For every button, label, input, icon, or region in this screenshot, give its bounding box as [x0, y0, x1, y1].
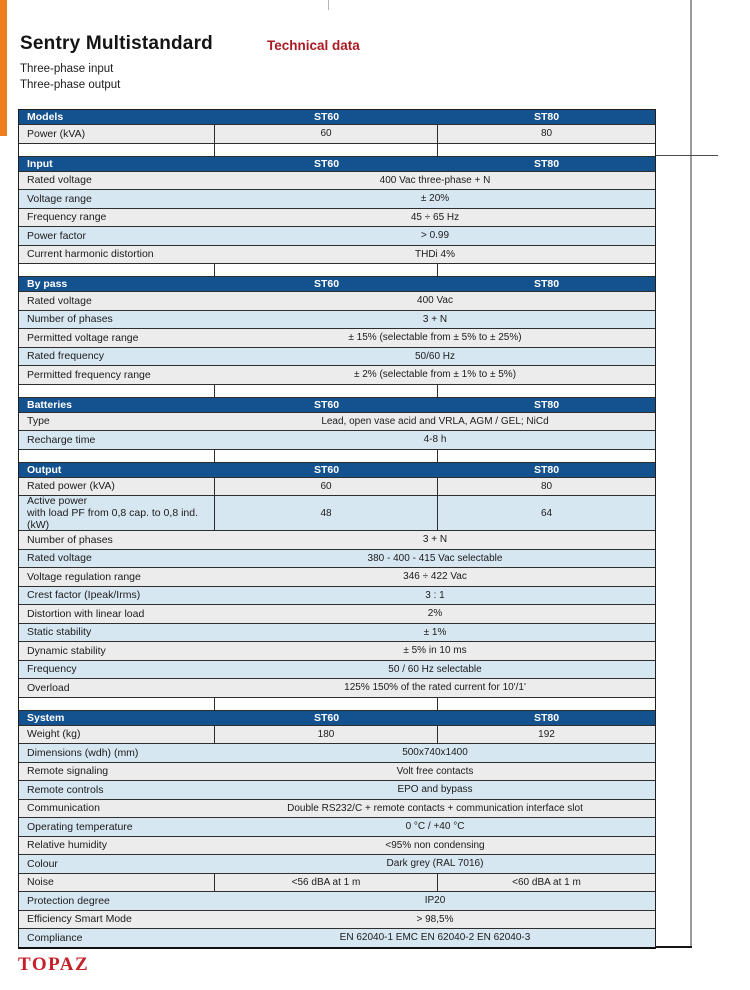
row-label-line1: Rated voltage [27, 174, 92, 187]
row-value-merged: 3 + N [422, 534, 448, 546]
row-label-line1: Frequency range [27, 211, 107, 224]
row-label [19, 431, 215, 449]
section-name: By pass [27, 278, 68, 290]
column-header-st80: ST80 [533, 111, 560, 123]
spec-row [19, 891, 655, 910]
spec-row [19, 310, 655, 329]
row-value-merged: Double RS232/C + remote contacts + communication interface slot [287, 802, 583, 814]
column-header-st60: ST60 [313, 111, 340, 123]
row-label [19, 190, 215, 208]
brand-logo: TOPAZ [18, 954, 90, 975]
table-spacer [19, 697, 655, 711]
spacer-divider-2 [437, 385, 438, 397]
row-label [19, 227, 215, 245]
row-value-merged: > 0.99 [420, 230, 450, 242]
row-label [19, 209, 215, 227]
table-section-header [19, 277, 655, 291]
spec-row [19, 604, 655, 623]
row-label-line1: Rated power (kVA) [27, 480, 115, 493]
row-label-line1: Weight (kg) [27, 728, 81, 741]
row-label-line1: Overload [27, 681, 70, 694]
spec-row [19, 328, 655, 347]
row-value-st80: 80 [540, 480, 553, 492]
spec-row [19, 208, 655, 227]
row-value-st60: 180 [215, 726, 438, 744]
row-label [19, 642, 215, 660]
column-header-st80: ST80 [533, 711, 560, 724]
spacer-divider-2 [437, 698, 438, 710]
trim-mark-horizontal-line [656, 155, 718, 156]
row-value-merged: EPO and bypass [397, 784, 473, 796]
spec-row [19, 586, 655, 605]
row-label [19, 568, 215, 586]
spec-row [19, 928, 655, 947]
spec-row [19, 660, 655, 679]
row-label-line1: Rated frequency [27, 350, 105, 363]
trim-mark-top-tick [328, 0, 329, 10]
page-title: Sentry Multistandard [20, 33, 213, 54]
row-label-line1: Remote signaling [27, 765, 109, 778]
row-label [19, 605, 215, 623]
page-subtitle [20, 62, 120, 93]
column-header-st80: ST80 [533, 157, 560, 170]
row-label [19, 550, 215, 568]
row-label [19, 763, 215, 781]
spec-table-by-pass [19, 277, 655, 384]
row-value-merged: 0 °C / +40 °C [405, 821, 465, 833]
row-label [19, 679, 215, 697]
spacer-divider-1 [214, 264, 215, 276]
table-spacer [19, 384, 655, 398]
row-value-merged: ± 1% [423, 626, 447, 638]
table-spacer [19, 143, 655, 157]
row-label-line1: Rated voltage [27, 552, 92, 565]
spec-row [19, 291, 655, 310]
row-value-merged: Lead, open vase acid and VRLA, AGM / GEL; NiCd [321, 415, 549, 427]
table-spacer [19, 263, 655, 277]
spec-row [19, 495, 655, 530]
row-label-line1: Efficiency Smart Mode [27, 913, 132, 926]
spec-row [19, 245, 655, 264]
row-value-merged: 125% 150% of the rated current for 10'/1' [344, 682, 526, 694]
spec-row [19, 171, 655, 190]
row-value-merged: 3 + N [422, 313, 448, 325]
column-header-st60: ST60 [313, 463, 340, 476]
spec-row [19, 762, 655, 781]
row-label [19, 744, 215, 762]
spacer-divider-1 [214, 450, 215, 462]
row-label [19, 726, 215, 744]
row-value-merged: 45 ÷ 65 Hz [410, 211, 460, 223]
spec-table-output [19, 463, 655, 697]
row-value-st80: 64 [540, 507, 553, 519]
row-label-line1: Voltage range [27, 192, 92, 205]
row-label [19, 413, 215, 431]
spacer-divider-2 [437, 144, 438, 156]
subtitle-line-2: Three-phase output [20, 78, 121, 91]
spec-row [19, 623, 655, 642]
row-label-line1: Distortion with linear load [27, 607, 145, 620]
spec-row [19, 226, 655, 245]
row-value-merged: 346 ÷ 422 Vac [403, 571, 467, 583]
row-label-line1: Relative humidity [27, 839, 107, 852]
row-label [19, 125, 215, 143]
table-section-header [19, 398, 655, 412]
section-label: Technical data [267, 38, 360, 53]
table-section-header [19, 711, 655, 725]
row-label [19, 911, 215, 929]
spacer-divider-2 [437, 450, 438, 462]
row-value-merged: 4-8 h [423, 434, 447, 446]
row-label-line1: Power factor [27, 229, 86, 242]
row-label [19, 929, 215, 947]
row-label [19, 172, 215, 190]
row-label-line1: Dynamic stability [27, 644, 106, 657]
row-label-line1: Active power [27, 495, 88, 507]
row-label-line1: Voltage regulation range [27, 570, 141, 583]
spec-table-system [19, 711, 655, 947]
row-value-st80: 192 [538, 728, 555, 740]
row-value-merged: THDi 4% [414, 248, 455, 260]
row-label [19, 478, 215, 496]
row-label [19, 661, 215, 679]
row-label-line1: Colour [27, 857, 58, 870]
row-value-st80: 80 [540, 128, 553, 140]
section-name: Models [27, 111, 64, 123]
spec-row [19, 780, 655, 799]
column-header-st80: ST80 [533, 463, 560, 476]
row-label-line1: Crest factor (Ipeak/Irms) [27, 589, 141, 602]
trim-mark-vertical-line [690, 0, 692, 948]
row-label-line1: Remote controls [27, 783, 104, 796]
row-label-line1: Permitted voltage range [27, 331, 139, 344]
row-value-st60: 60 [215, 125, 438, 143]
row-value-merged: <95% non condensing [385, 839, 485, 851]
spec-row [19, 347, 655, 366]
row-value-merged: 2% [427, 608, 443, 620]
row-value-merged: 380 - 400 - 415 Vac selectable [367, 552, 503, 564]
row-label [19, 837, 215, 855]
spec-row [19, 412, 655, 431]
spec-row [19, 549, 655, 568]
row-label-line1: Dimensions (wdh) (mm) [27, 746, 139, 759]
column-header-st60: ST60 [313, 711, 340, 724]
row-value-merged: IP20 [424, 895, 446, 907]
spec-row [19, 725, 655, 744]
spacer-divider-1 [214, 144, 215, 156]
row-label-line1: Power (kVA) [27, 127, 86, 140]
row-value-merged: 3 : 1 [425, 589, 445, 601]
row-value-merged: 400 Vac three-phase + N [379, 174, 491, 186]
row-label [19, 348, 215, 366]
row-value-st60: 60 [215, 478, 438, 496]
row-value-merged: > 98,5% [416, 913, 454, 925]
row-value-merged: ± 5% in 10 ms [403, 645, 467, 657]
spec-row [19, 836, 655, 855]
column-header-st80: ST80 [533, 398, 560, 411]
row-value-st80: <60 dBA at 1 m [512, 876, 581, 888]
column-header-st60: ST60 [313, 278, 340, 290]
table-section-header [19, 463, 655, 477]
spec-row [19, 189, 655, 208]
row-label-line1: Type [27, 415, 50, 428]
row-value-st60: <56 dBA at 1 m [215, 874, 438, 892]
table-section-header [19, 157, 655, 171]
spec-row [19, 477, 655, 496]
column-header-st60: ST60 [313, 398, 340, 411]
row-label-line1: Current harmonic distortion [27, 248, 154, 261]
row-label [19, 311, 215, 329]
row-value-merged: 400 Vac [417, 295, 453, 307]
row-label-line1: Static stability [27, 626, 92, 639]
row-label [19, 587, 215, 605]
row-label [19, 874, 215, 892]
column-header-st60: ST60 [313, 157, 340, 170]
spacer-divider-1 [214, 698, 215, 710]
row-label [19, 818, 215, 836]
row-label [19, 624, 215, 642]
spec-row [19, 817, 655, 836]
row-label [19, 781, 215, 799]
row-value-merged: ± 2% (selectable from ± 1% to ± 5%) [353, 369, 517, 381]
row-label-line1: Protection degree [27, 894, 110, 907]
spec-row [19, 799, 655, 818]
spec-row [19, 641, 655, 660]
spec-row [19, 910, 655, 929]
section-name: Batteries [27, 398, 72, 411]
row-value-merged: Volt free contacts [396, 765, 474, 777]
row-label [19, 246, 215, 264]
row-label-line1: Frequency [27, 663, 77, 676]
row-label [19, 292, 215, 310]
row-label-line1: Communication [27, 802, 100, 815]
table-bottom-border-extension [656, 946, 692, 948]
row-label-line1: Permitted frequency range [27, 368, 151, 381]
spec-table-batteries [19, 398, 655, 449]
spec-tables [18, 109, 656, 949]
row-label-line1: Rated voltage [27, 294, 92, 307]
subtitle-line-1: Three-phase input [20, 63, 114, 75]
row-label [19, 892, 215, 910]
spec-row [19, 567, 655, 586]
row-value-merged: Dark grey (RAL 7016) [386, 858, 484, 870]
spec-row [19, 873, 655, 892]
row-label-line1: Recharge time [27, 433, 96, 446]
row-label [19, 855, 215, 873]
row-value-merged: ± 15% (selectable from ± 5% to ± 25%) [348, 332, 522, 344]
column-header-st80: ST80 [533, 278, 560, 290]
spec-row [19, 365, 655, 384]
row-value-merged: 500x740x1400 [402, 747, 468, 759]
spec-table-input [19, 157, 655, 264]
spec-table-models [19, 110, 655, 143]
section-name: System [27, 711, 65, 724]
row-value-merged: 50/60 Hz [414, 350, 456, 362]
table-spacer [19, 449, 655, 463]
row-label-line1: Number of phases [27, 533, 113, 546]
section-name: Output [27, 463, 62, 476]
row-value-merged: EN 62040-1 EMC EN 62040-2 EN 62040-3 [339, 932, 531, 944]
row-value-merged: 50 / 60 Hz selectable [388, 663, 482, 675]
row-value-merged: ± 20% [420, 193, 450, 205]
accent-orange-bar [0, 0, 7, 136]
row-label-line1: Number of phases [27, 313, 113, 326]
spacer-divider-1 [214, 385, 215, 397]
row-label-line1: Noise [27, 876, 54, 889]
spec-row [19, 430, 655, 449]
spec-row [19, 743, 655, 762]
row-label-line1: Operating temperature [27, 820, 133, 833]
spec-row [19, 678, 655, 697]
row-label-line1: Compliance [27, 931, 83, 944]
row-label [19, 366, 215, 384]
row-label [19, 531, 215, 549]
row-label [19, 329, 215, 347]
spec-row [19, 854, 655, 873]
row-value-st60: 48 [215, 496, 438, 530]
row-label [19, 496, 215, 530]
spacer-divider-2 [437, 264, 438, 276]
spec-row [19, 530, 655, 549]
spec-row [19, 124, 655, 143]
section-name: Input [27, 157, 53, 170]
table-section-header [19, 110, 655, 124]
row-label-line2: with load PF from 0,8 cap. to 0,8 ind. (kW) [27, 507, 199, 531]
row-label [19, 800, 215, 818]
